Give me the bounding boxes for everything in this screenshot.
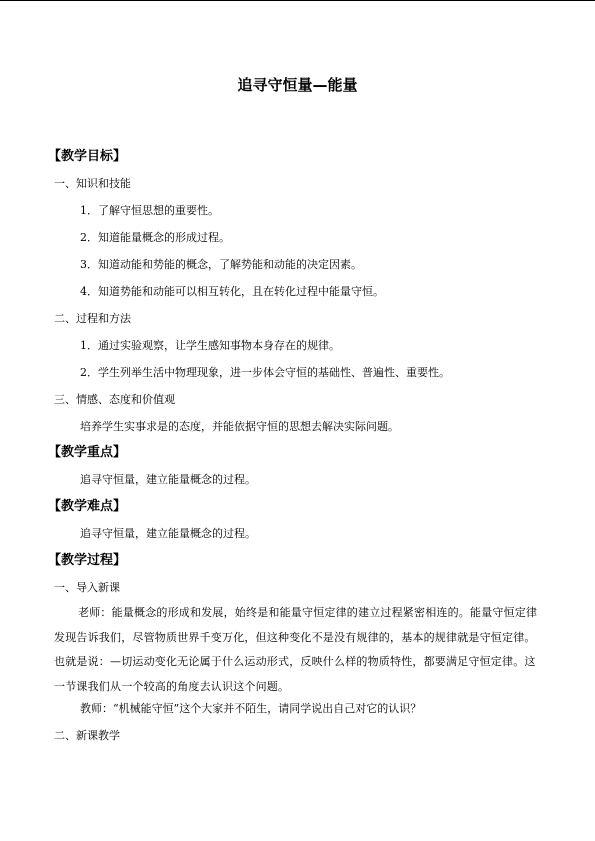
top-rule — [0, 0, 595, 1]
teacher-question: 教师：“机械能守恒”这个大家并不陌生，请同学说出自己对它的认识？ — [80, 702, 422, 715]
difficulties-text: 追寻守恒量，建立能量概念的过程。 — [80, 527, 256, 540]
emotion-text: 培养学生实事求是的态度，并能依据守恒的思想去解决实际问题。 — [80, 420, 399, 433]
list-item: 3．知道动能和势能的概念，了解势能和动能的决定因素。 — [80, 258, 362, 271]
page-title: 追寻守恒量—能量 — [237, 76, 358, 94]
intro-paragraph: 老师：能量概念的形成和发展，始终是和能量守恒定律的建立过程紧密相连的。能量守恒定律发现告诉我们，尽管物质世界千变万化，但这种变化不是没有规律的，基本的规律就是守恒定律。也就是说：—切运动变化无论属于什么运动形式，反映什么样的物质特性，都要满足守恒定律。这一节课我们从一个较高的角度去认识这个问题。 — [54, 606, 538, 694]
subsection-label-emotion: 三、情感、态度和价值观 — [54, 393, 175, 406]
section-heading-difficulties: 【教学难点】 — [48, 499, 127, 514]
list-item: 2．学生列举生活中物理现象，进一步体会守恒的基础性、普遍性、重要性。 — [80, 366, 450, 379]
subsection-label-new-lesson: 二、新课教学 — [54, 729, 120, 742]
list-item: 4．知道势能和动能可以相互转化，且在转化过程中能量守恒。 — [80, 285, 384, 298]
list-item: 1．通过实验观察，让学生感知事物本身存在的规律。 — [80, 339, 340, 352]
section-heading-goals: 【教学目标】 — [48, 149, 127, 164]
subsection-label-process: 二、过程和方法 — [54, 312, 131, 325]
section-heading-key-points: 【教学重点】 — [48, 445, 127, 460]
list-item: 2．知道能量概念的形成过程。 — [80, 231, 230, 244]
subsection-label-intro: 一、导入新课 — [54, 581, 120, 594]
key-points-text: 追寻守恒量，建立能量概念的过程。 — [80, 473, 256, 486]
subsection-label-knowledge: 一、知识和技能 — [54, 177, 131, 190]
section-heading-process: 【教学过程】 — [48, 553, 127, 568]
list-item: 1．了解守恒思想的重要性。 — [80, 204, 219, 217]
